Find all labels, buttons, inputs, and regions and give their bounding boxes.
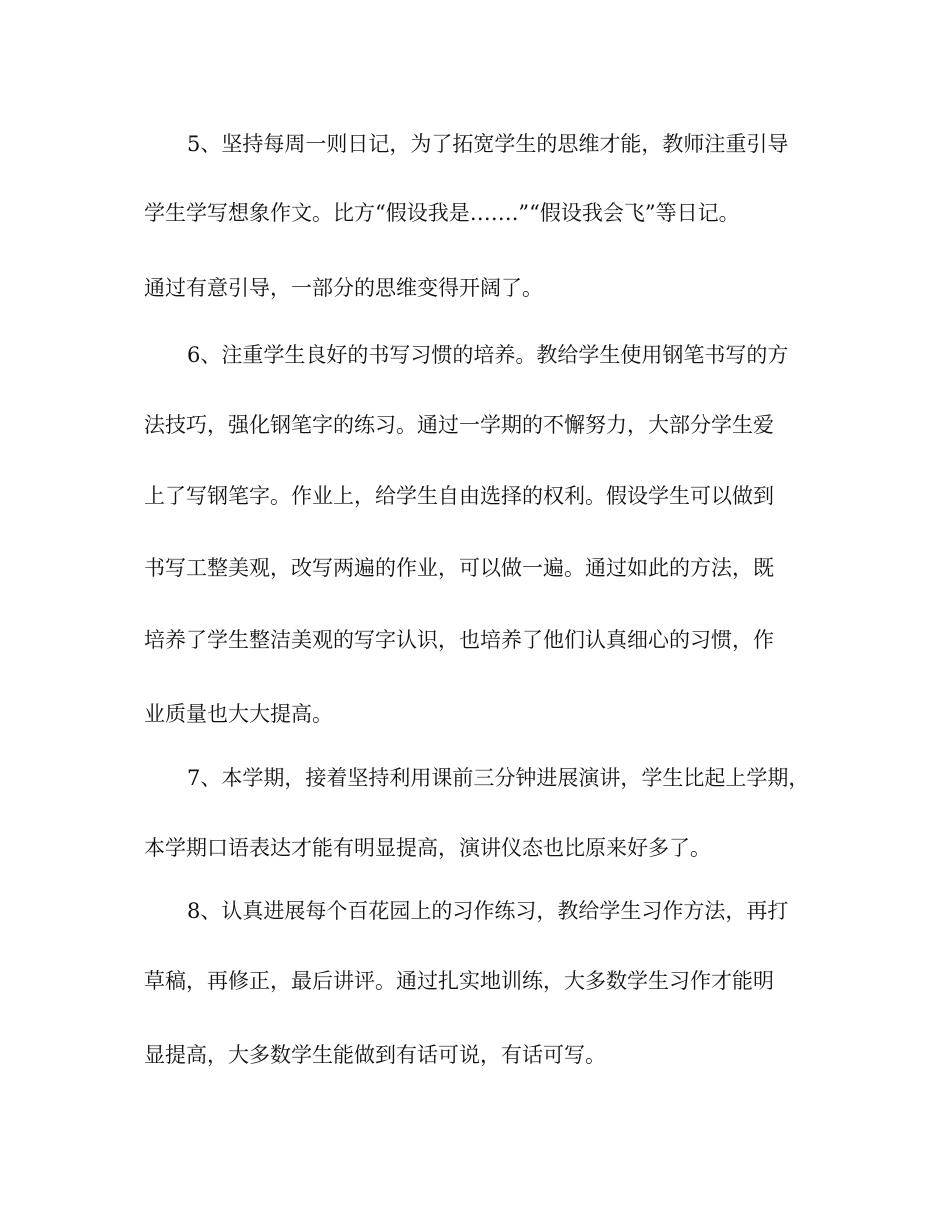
paragraph-5-line-3: 通过有意引导，一部分的思维变得开阔了。 [144,276,543,300]
paragraph-6-line-3: 上了写钢笔字。作业上，给学生自由选择的权利。假设学生可以做到 [144,484,774,508]
paragraph-6-line-5: 培养了学生整洁美观的写字认识，也培养了他们认真细心的习惯，作 [144,628,774,652]
paragraph-8-line-1: 8、认真进展每个百花园上的习作练习，教给学生习作方法，再打 [187,899,789,923]
paragraph-8-line-3: 显提高，大多数学生能做到有话可说，有话可写。 [144,1043,606,1067]
paragraph-7-line-2: 本学期口语表达才能有明显提高，演讲仪态也比原来好多了。 [144,836,711,860]
paragraph-5-line-1: 5、坚持每周一则日记，为了拓宽学生的思维才能，教师注重引导 [187,132,789,156]
paragraph-7-line-1: 7、本学期，接着坚持利用课前三分钟进展演讲，学生比起上学期， [187,766,810,790]
paragraph-5-line-2: 学生学写想象作文。比方“假设我是…….”“假设我会飞”等日记。 [144,201,740,225]
paragraph-6-line-4: 书写工整美观，改写两遍的作业，可以做一遍。通过如此的方法，既 [144,556,774,580]
paragraph-6-line-1: 6、注重学生良好的书写习惯的培养。教给学生使用钢笔书写的方 [187,343,789,367]
paragraph-6-line-2: 法技巧，强化钢笔字的练习。通过一学期的不懈努力，大部分学生爱 [144,413,774,437]
paragraph-8-line-2: 草稿，再修正，最后讲评。通过扎实地训练，大多数学生习作才能明 [144,969,774,993]
paragraph-6-line-6: 业质量也大大提高。 [144,702,333,726]
